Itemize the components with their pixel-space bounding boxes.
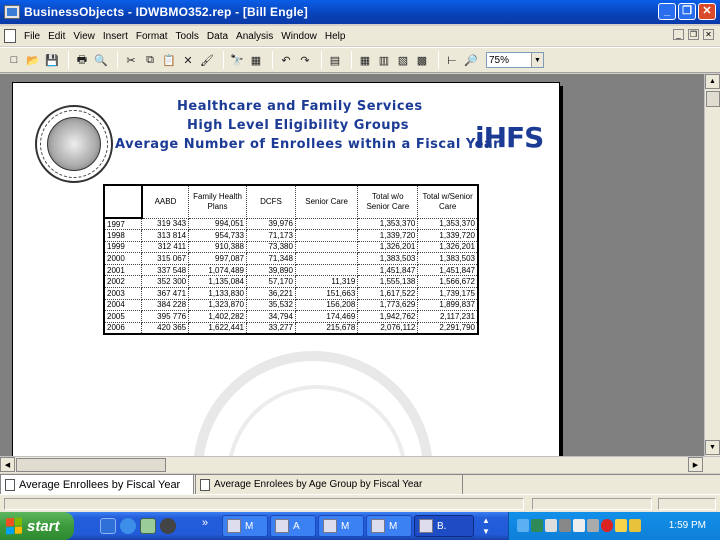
value-cell[interactable]: 1,353,370 (358, 218, 418, 230)
taskbar (0, 512, 720, 540)
tray-app-icon[interactable] (629, 519, 641, 532)
undo-icon[interactable]: ↶ (281, 54, 291, 67)
value-cell[interactable]: 1,942,762 (358, 311, 418, 323)
value-cell[interactable]: 2,291,790 (418, 322, 478, 334)
value-cell[interactable] (295, 264, 357, 276)
table-row (104, 253, 478, 265)
year-cell[interactable]: 2002 (104, 276, 142, 288)
value-cell[interactable]: 1,339,720 (418, 230, 478, 242)
value-cell[interactable]: 994,051 (189, 218, 247, 230)
taskbar-item-4[interactable] (366, 515, 412, 537)
document-icon[interactable] (4, 29, 16, 43)
tray-app-icon[interactable] (573, 519, 585, 532)
structure-icon[interactable]: ▤ (329, 54, 341, 67)
menu-window[interactable]: Window (281, 30, 317, 42)
year-cell[interactable]: 2000 (104, 253, 142, 265)
vertical-scrollbar[interactable] (704, 74, 720, 456)
zoom-icon[interactable]: 🔎 (464, 54, 478, 67)
status-pane-extra (658, 498, 716, 510)
value-cell[interactable]: 1,383,503 (358, 253, 418, 265)
value-cell[interactable]: 39,976 (246, 218, 295, 230)
restore-button[interactable]: ❐ (678, 3, 696, 20)
zoom-value: 75% (489, 54, 510, 66)
report-page (12, 82, 560, 456)
value-cell[interactable]: 1,617,522 (358, 288, 418, 300)
toolbar (0, 47, 720, 73)
value-cell[interactable]: 352 300 (142, 276, 189, 288)
quicklaunch-more-icon[interactable]: » (202, 517, 209, 529)
year-cell[interactable]: 1998 (104, 230, 142, 242)
table-row (104, 288, 478, 300)
table-row (104, 322, 478, 334)
report-title: Healthcare and Family Services (177, 99, 423, 114)
menu-data[interactable]: Data (206, 30, 229, 42)
tab-average-enrollees-by-fiscal-year[interactable] (0, 475, 194, 495)
report-canvas[interactable] (0, 74, 704, 456)
find-icon[interactable]: 🔭 (230, 54, 244, 67)
print-preview-icon[interactable]: 🔍 (94, 54, 108, 67)
task-app-icon (371, 519, 385, 533)
table-row (104, 311, 478, 323)
value-cell[interactable]: 1,326,201 (418, 241, 478, 253)
print-icon[interactable]: 🖶 (76, 53, 88, 66)
year-cell[interactable]: 2003 (104, 288, 142, 300)
chart-icon[interactable]: ▧ (397, 54, 409, 67)
taskbar-item-2[interactable] (270, 515, 316, 537)
value-cell[interactable]: 57,170 (246, 276, 295, 288)
crosstab-icon[interactable]: ▥ (378, 54, 390, 67)
menu-format[interactable]: Format (135, 30, 168, 42)
doc-restore-button[interactable]: ❐ (689, 30, 698, 39)
report-tab-icon (5, 479, 15, 491)
task-app-icon (227, 519, 241, 533)
value-cell[interactable]: 1,451,847 (418, 264, 478, 276)
table-row (104, 299, 478, 311)
value-cell[interactable]: 1,773,629 (358, 299, 418, 311)
value-cell[interactable]: 1,566,672 (418, 276, 478, 288)
tray-app-icon[interactable] (545, 519, 557, 532)
value-cell[interactable]: 1,899,837 (418, 299, 478, 311)
paste-icon[interactable]: 📋 (162, 54, 176, 67)
value-cell[interactable]: 1,353,370 (418, 218, 478, 230)
windows-logo-icon (6, 517, 22, 534)
value-cell[interactable] (295, 230, 357, 242)
col-header-aabd: AABD (142, 185, 189, 218)
scroll-right-icon[interactable]: ▶ (688, 457, 703, 472)
task-label: B. (437, 520, 447, 532)
value-cell[interactable]: 1,326,201 (358, 241, 418, 253)
task-app-icon (419, 519, 433, 533)
value-cell[interactable]: 312 411 (142, 241, 189, 253)
value-cell[interactable] (295, 253, 357, 265)
value-cell[interactable]: 1,133,830 (189, 288, 247, 300)
zoom-select[interactable] (486, 52, 544, 68)
window-title: BusinessObjects - IDWBMO352.rep - [Bill Engle] (24, 5, 308, 19)
table-header-row (104, 185, 478, 218)
value-cell[interactable] (295, 241, 357, 253)
task-label: M (389, 520, 398, 532)
seal-center (47, 117, 101, 171)
table-row (104, 264, 478, 276)
media-player-icon[interactable] (160, 518, 176, 534)
scroll-down-icon[interactable]: ▼ (705, 440, 720, 455)
status-pane-info (532, 498, 652, 510)
value-cell[interactable]: 954,733 (189, 230, 247, 242)
grid-icon[interactable]: ▩ (416, 54, 428, 67)
value-cell[interactable]: 156,208 (295, 299, 357, 311)
copy-icon[interactable]: ⧉ (146, 53, 154, 66)
toolbar-separator (68, 51, 69, 69)
menu-file[interactable]: File (24, 30, 41, 42)
menu-insert[interactable]: Insert (102, 30, 128, 42)
quicklaunch-app-icon[interactable] (140, 518, 156, 534)
format-painter-icon[interactable]: 🖌 (200, 54, 214, 67)
horizontal-scrollbar[interactable] (0, 456, 720, 473)
task-label: M (245, 520, 254, 532)
value-cell[interactable]: 395 776 (142, 311, 189, 323)
status-pane-main (4, 498, 524, 510)
value-cell[interactable]: 2,117,231 (418, 311, 478, 323)
title-bar (0, 0, 720, 24)
menu-view[interactable]: View (73, 30, 95, 42)
tab-label: Average Enrollees by Fiscal Year (19, 478, 181, 491)
clock: 1:59 PM (668, 520, 706, 531)
redo-icon[interactable]: ↷ (300, 54, 310, 67)
toolbar-separator (351, 51, 352, 69)
vertical-scroll-thumb[interactable] (706, 91, 720, 107)
start-button[interactable] (0, 512, 74, 540)
taskbar-item-1[interactable] (222, 515, 268, 537)
table-row (104, 218, 478, 230)
value-cell[interactable]: 1,135,084 (189, 276, 247, 288)
task-label: A (293, 520, 300, 532)
enrollees-table[interactable] (103, 184, 479, 335)
value-cell[interactable]: 11,319 (295, 276, 357, 288)
col-header-senior-care: Senior Care (295, 185, 357, 218)
report-subtitle: High Level Eligibility Groups (187, 118, 410, 133)
menu-tools[interactable]: Tools (175, 30, 199, 42)
scroll-up-icon[interactable]: ▲ (705, 74, 720, 89)
value-cell[interactable] (295, 218, 357, 230)
status-bar (0, 494, 720, 512)
new-icon[interactable]: □ (10, 54, 18, 66)
value-cell[interactable]: 420 365 (142, 322, 189, 334)
open-icon[interactable]: 📂 (26, 54, 40, 67)
value-cell[interactable]: 73,380 (246, 241, 295, 253)
minimize-button[interactable]: _ (658, 3, 676, 20)
report-tabs (0, 474, 720, 494)
col-header-total-w-senior: Total w/Senior Care (418, 185, 478, 218)
tray-app-icon[interactable] (615, 519, 627, 532)
doc-close-button[interactable]: ✕ (703, 29, 714, 40)
value-cell[interactable]: 33,277 (246, 322, 295, 334)
show-desktop-icon[interactable] (100, 518, 116, 534)
report-tab-icon (200, 479, 210, 491)
hfs-logo: iHFS (475, 121, 544, 154)
task-app-icon (323, 519, 337, 533)
close-button[interactable]: ✕ (698, 3, 716, 20)
save-icon[interactable]: 💾 (45, 54, 59, 67)
tray-app-icon[interactable] (587, 519, 599, 532)
app-icon (4, 5, 20, 19)
value-cell[interactable]: 174,469 (295, 311, 357, 323)
delete-icon[interactable]: ✕ (183, 54, 193, 67)
cut-icon[interactable]: ✂ (126, 54, 136, 67)
value-cell[interactable]: 1,402,282 (189, 311, 247, 323)
start-label: start (27, 517, 60, 535)
window-controls (658, 3, 716, 20)
toolbar-separator (321, 51, 322, 69)
col-header-total-wo-senior: Total w/o Senior Care (358, 185, 418, 218)
value-cell[interactable]: 1,451,847 (358, 264, 418, 276)
task-label: M (341, 520, 350, 532)
page-shadow (560, 86, 563, 456)
value-cell[interactable]: 319 343 (142, 218, 189, 230)
value-cell[interactable]: 384 228 (142, 299, 189, 311)
value-cell[interactable]: 1,739,175 (418, 288, 478, 300)
toolbar-separator (272, 51, 273, 69)
col-header-family-health-plans: Family Health Plans (189, 185, 247, 218)
value-cell[interactable]: 910,388 (189, 241, 247, 253)
year-cell[interactable]: 1999 (104, 241, 142, 253)
year-cell[interactable]: 2004 (104, 299, 142, 311)
value-cell[interactable]: 1,074,489 (189, 264, 247, 276)
value-cell[interactable]: 2,076,112 (358, 322, 418, 334)
tab-label: Average Enrolees by Age Group by Fiscal Year (214, 479, 423, 490)
scroll-left-icon[interactable]: ◀ (0, 457, 15, 472)
table-row (104, 276, 478, 288)
value-cell[interactable]: 151,663 (295, 288, 357, 300)
value-cell[interactable]: 1,555,138 (358, 276, 418, 288)
year-cell[interactable]: 2005 (104, 311, 142, 323)
value-cell[interactable]: 315 067 (142, 253, 189, 265)
document-window-controls (673, 29, 714, 40)
value-cell[interactable]: 1,323,870 (189, 299, 247, 311)
value-cell[interactable]: 1,383,503 (418, 253, 478, 265)
taskbar-scroll-icon[interactable]: ▲ ▼ (482, 516, 490, 536)
corner-cell (104, 185, 142, 218)
horizontal-scroll-thumb[interactable] (16, 458, 166, 472)
year-cell[interactable]: 1997 (104, 218, 142, 230)
year-cell[interactable]: 2001 (104, 264, 142, 276)
tray-app-icon[interactable] (531, 519, 543, 532)
tray-network-icon[interactable] (517, 519, 529, 532)
value-cell[interactable]: 71,348 (246, 253, 295, 265)
value-cell[interactable]: 337 548 (142, 264, 189, 276)
value-cell[interactable]: 367 471 (142, 288, 189, 300)
table-row (104, 230, 478, 242)
tray-antivirus-icon[interactable] (601, 519, 613, 532)
value-cell[interactable]: 313 814 (142, 230, 189, 242)
value-cell[interactable]: 997,087 (189, 253, 247, 265)
task-app-icon (275, 519, 289, 533)
ruler-icon[interactable]: ⊢ (447, 54, 457, 67)
group-icon[interactable]: ▦ (250, 54, 262, 67)
year-cell[interactable]: 2006 (104, 322, 142, 334)
toolbar-separator (223, 51, 224, 69)
col-header-dcfs: DCFS (246, 185, 295, 218)
value-cell[interactable]: 215,678 (295, 322, 357, 334)
seal-watermark (193, 351, 433, 456)
chevron-down-icon[interactable]: ▼ (531, 53, 543, 67)
tab-average-enrolees-by-age-group[interactable] (195, 475, 463, 495)
toolbar-separator (117, 51, 118, 69)
state-seal-icon (35, 105, 113, 183)
value-cell[interactable]: 36,221 (246, 288, 295, 300)
value-cell[interactable]: 1,622,441 (189, 322, 247, 334)
value-cell[interactable]: 39,890 (246, 264, 295, 276)
toolbar-separator (438, 51, 439, 69)
doc-minimize-button[interactable]: _ (673, 29, 684, 40)
value-cell[interactable]: 35,532 (246, 299, 295, 311)
report-subtitle-2: Average Number of Enrollees within a Fiscal Year (115, 137, 501, 152)
menu-edit[interactable]: Edit (48, 30, 66, 42)
tray-app-icon[interactable] (559, 519, 571, 532)
taskbar-item-businessobjects[interactable] (414, 515, 474, 537)
system-tray (508, 512, 720, 540)
menu-help[interactable]: Help (324, 30, 346, 42)
menu-analysis[interactable]: Analysis (236, 30, 274, 42)
value-cell[interactable]: 71,173 (246, 230, 295, 242)
table-row (104, 241, 478, 253)
taskbar-item-3[interactable] (318, 515, 364, 537)
value-cell[interactable]: 1,339,720 (358, 230, 418, 242)
value-cell[interactable]: 34,794 (246, 311, 295, 323)
internet-explorer-icon[interactable] (120, 518, 136, 534)
table-icon[interactable]: ▦ (359, 54, 371, 67)
menu-bar (0, 26, 720, 46)
